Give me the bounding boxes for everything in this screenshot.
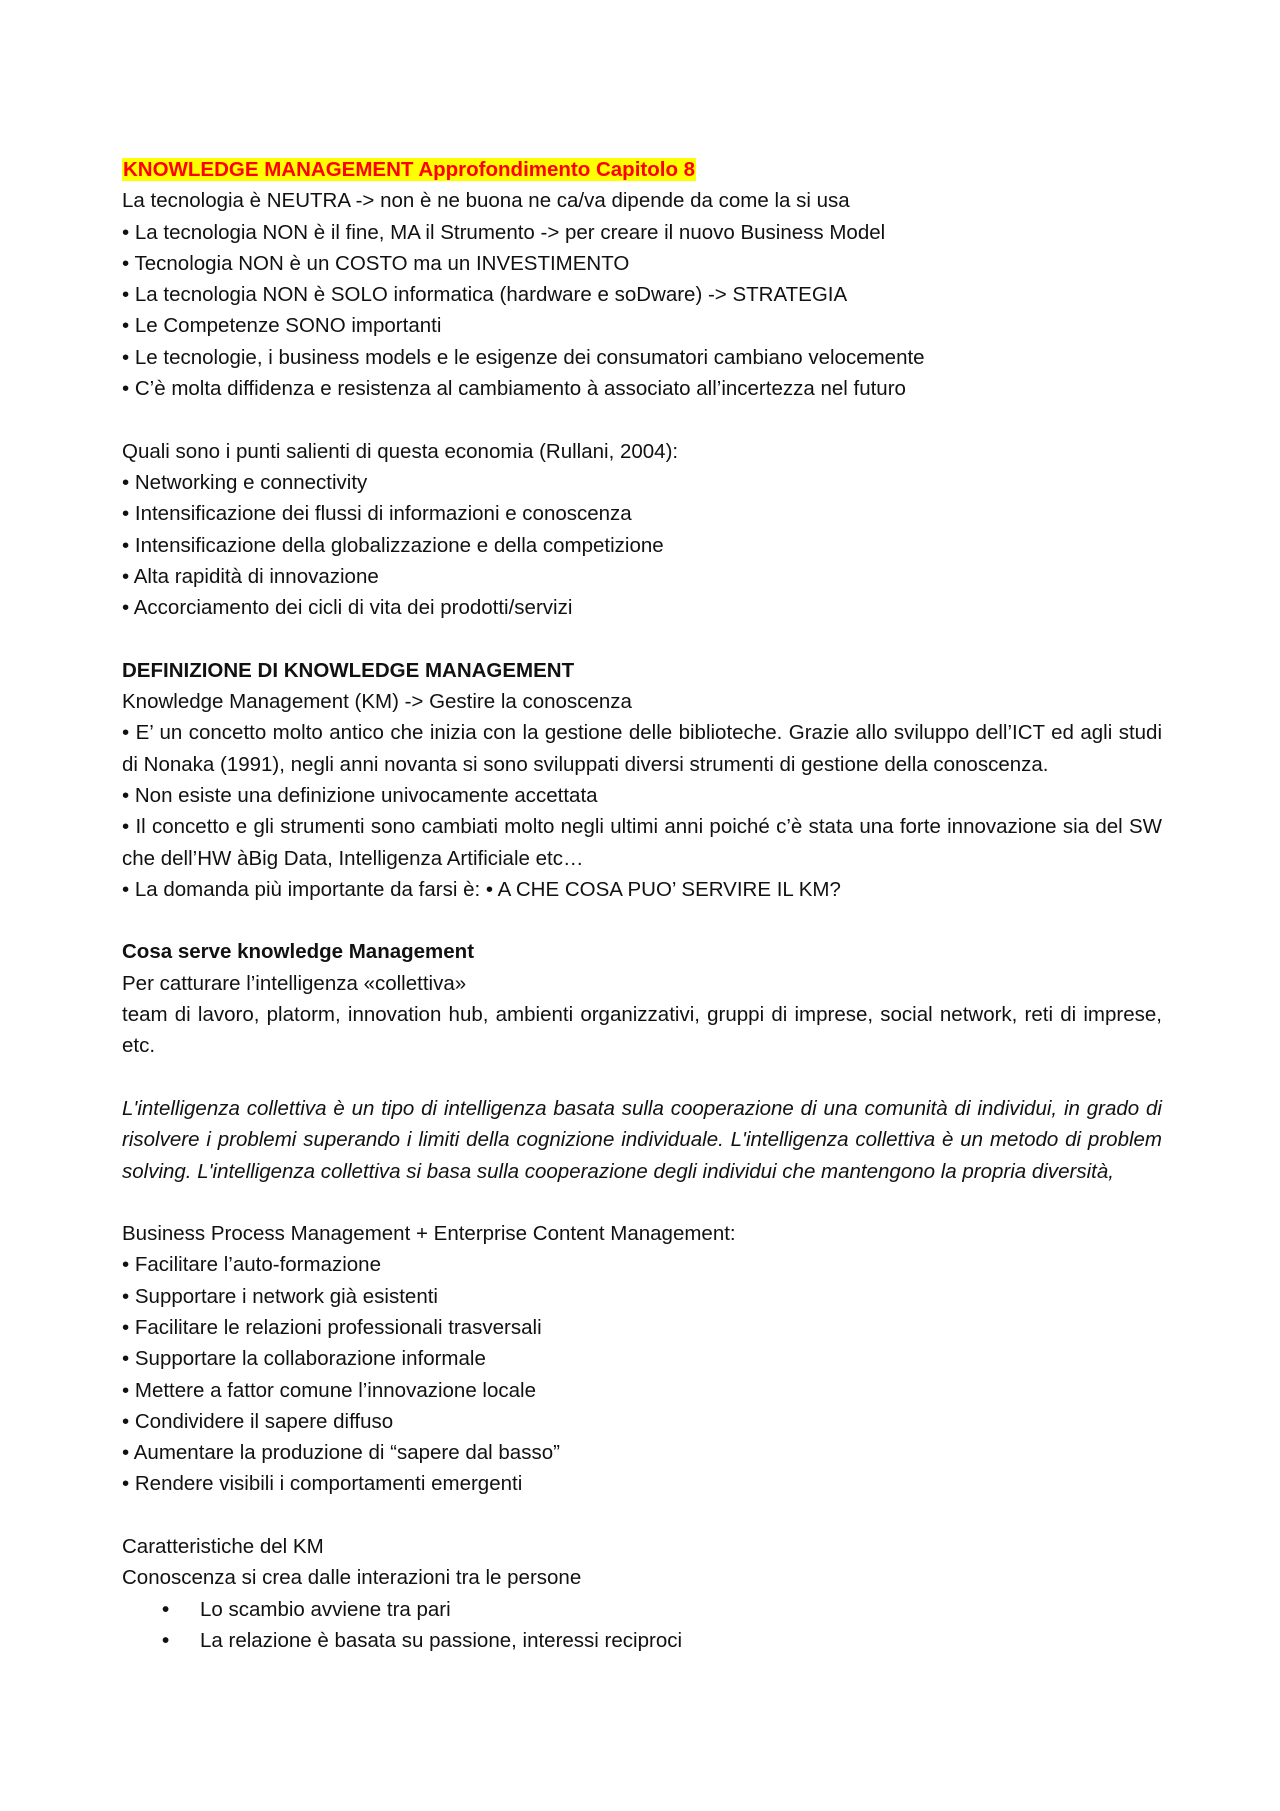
spacer (122, 1062, 1162, 1093)
intro-bullet: • La tecnologia NON è il fine, MA il Strumento -> per creare il nuovo Business Model (122, 220, 886, 244)
features-list-item (122, 1625, 1162, 1656)
intro-bullet: • La tecnologia NON è SOLO informatica (hardware e soDware) -> STRATEGIA (122, 283, 848, 307)
bpm-bullet: • Supportare i network già esistenti (122, 1284, 438, 1308)
intro-bullet: • Tecnologia NON è un COSTO ma un INVESTIMENTO (122, 251, 630, 275)
features-lead: Conoscenza si crea dalle interazioni tra le persone (122, 1566, 582, 1590)
economy-bullet: • Intensificazione della globalizzazione e della competizione (122, 533, 664, 557)
features-item-text: Lo scambio avviene tra pari (200, 1597, 451, 1621)
intro-lead: La tecnologia è NEUTRA -> non è ne buona ne ca/va dipende da come la si usa (122, 189, 850, 213)
features-list-item (122, 1594, 1162, 1625)
economy-bullet: • Networking e connectivity (122, 470, 368, 494)
economy-bullet: • Accorciamento dei cicli di vita dei prodotti/servizi (122, 596, 573, 620)
intro-bullet: • Le tecnologie, i business models e le esigenze dei consumatori cambiano velocemente (122, 345, 925, 369)
bpm-bullet: • Rendere visibili i comportamenti emergenti (122, 1472, 523, 1496)
definition-paragraph: • E’ un concetto molto antico che inizia con la gestione delle biblioteche. Grazie allo sviluppo dell’ICT ed agli studi di Nonaka (1991), negli anni novanta si sono sviluppati diversi strumenti di gestione della conoscenza. (122, 721, 1162, 776)
definition-paragraph: • Non esiste una definizione univocamente accettata (122, 783, 598, 807)
bpm-bullet: • Mettere a fattor comune l’innovazione locale (122, 1378, 536, 1402)
bpm-bullet: • Facilitare l’auto-formazione (122, 1253, 381, 1277)
bpm-bullet: • Condividere il sapere diffuso (122, 1409, 394, 1433)
features-heading: Caratteristiche del KM (122, 1535, 324, 1559)
definition-heading: DEFINIZIONE DI KNOWLEDGE MANAGEMENT (122, 658, 575, 682)
spacer (122, 404, 1162, 435)
bpm-bullet: • Facilitare le relazioni professionali trasversali (122, 1315, 542, 1339)
title-line (122, 154, 1162, 185)
bpm-bullet: • Supportare la collaborazione informale (122, 1347, 486, 1371)
collective-intelligence-definition: L'intelligenza collettiva è un tipo di intelligenza basata sulla cooperazione di una comunità di individui, in grado di risolvere i problemi superando i limiti della cognizione individuale. L'intelligenza collettiva è un metodo di problem solving. L'intelligenza collettiva si basa sulla cooperazione degli individui che mantengono la propria diversità, (122, 1096, 1162, 1183)
spacer (122, 905, 1162, 936)
economy-question: Quali sono i punti salienti di questa economia (Rullani, 2004): (122, 439, 679, 463)
definition-lead: Knowledge Management (KM) -> Gestire la conoscenza (122, 690, 632, 714)
bpm-bullet: • Aumentare la produzione di “sapere dal basso” (122, 1441, 560, 1465)
definition-paragraph: • Il concetto e gli strumenti sono cambiati molto negli ultimi anni poiché c’è stata una forte innovazione sia del SW che dell’HW àBig Data, Intelligenza Artificiale etc… (122, 815, 1162, 870)
spacer (122, 1500, 1162, 1531)
definition-paragraph: • La domanda più importante da farsi è: • A CHE COSA PUO’ SERVIRE IL KM? (122, 877, 841, 901)
purpose-examples: team di lavoro, platorm, innovation hub, ambienti organizzativi, gruppi di imprese, social network, reti di imprese, etc. (122, 1003, 1162, 1058)
bullet-icon: • (162, 1597, 170, 1621)
spacer (122, 623, 1162, 654)
purpose-lead: Per catturare l’intelligenza «collettiva» (122, 971, 467, 995)
intro-bullet: • Le Competenze SONO importanti (122, 314, 442, 338)
bpm-lead: Business Process Management + Enterprise Content Management: (122, 1222, 736, 1246)
document-title: KNOWLEDGE MANAGEMENT Approfondimento Capitolo 8 (123, 158, 696, 181)
economy-bullet: • Intensificazione dei flussi di informazioni e conoscenza (122, 502, 632, 526)
intro-bullet: • C’è molta diffidenza e resistenza al cambiamento à associato all’incertezza nel futuro (122, 377, 906, 401)
document-body (122, 154, 1162, 1656)
bullet-icon: • (162, 1628, 170, 1652)
features-item-text: La relazione è basata su passione, interessi reciproci (200, 1628, 683, 1652)
economy-bullet: • Alta rapidità di innovazione (122, 564, 379, 588)
spacer (122, 1187, 1162, 1218)
purpose-heading: Cosa serve knowledge Management (122, 940, 475, 964)
